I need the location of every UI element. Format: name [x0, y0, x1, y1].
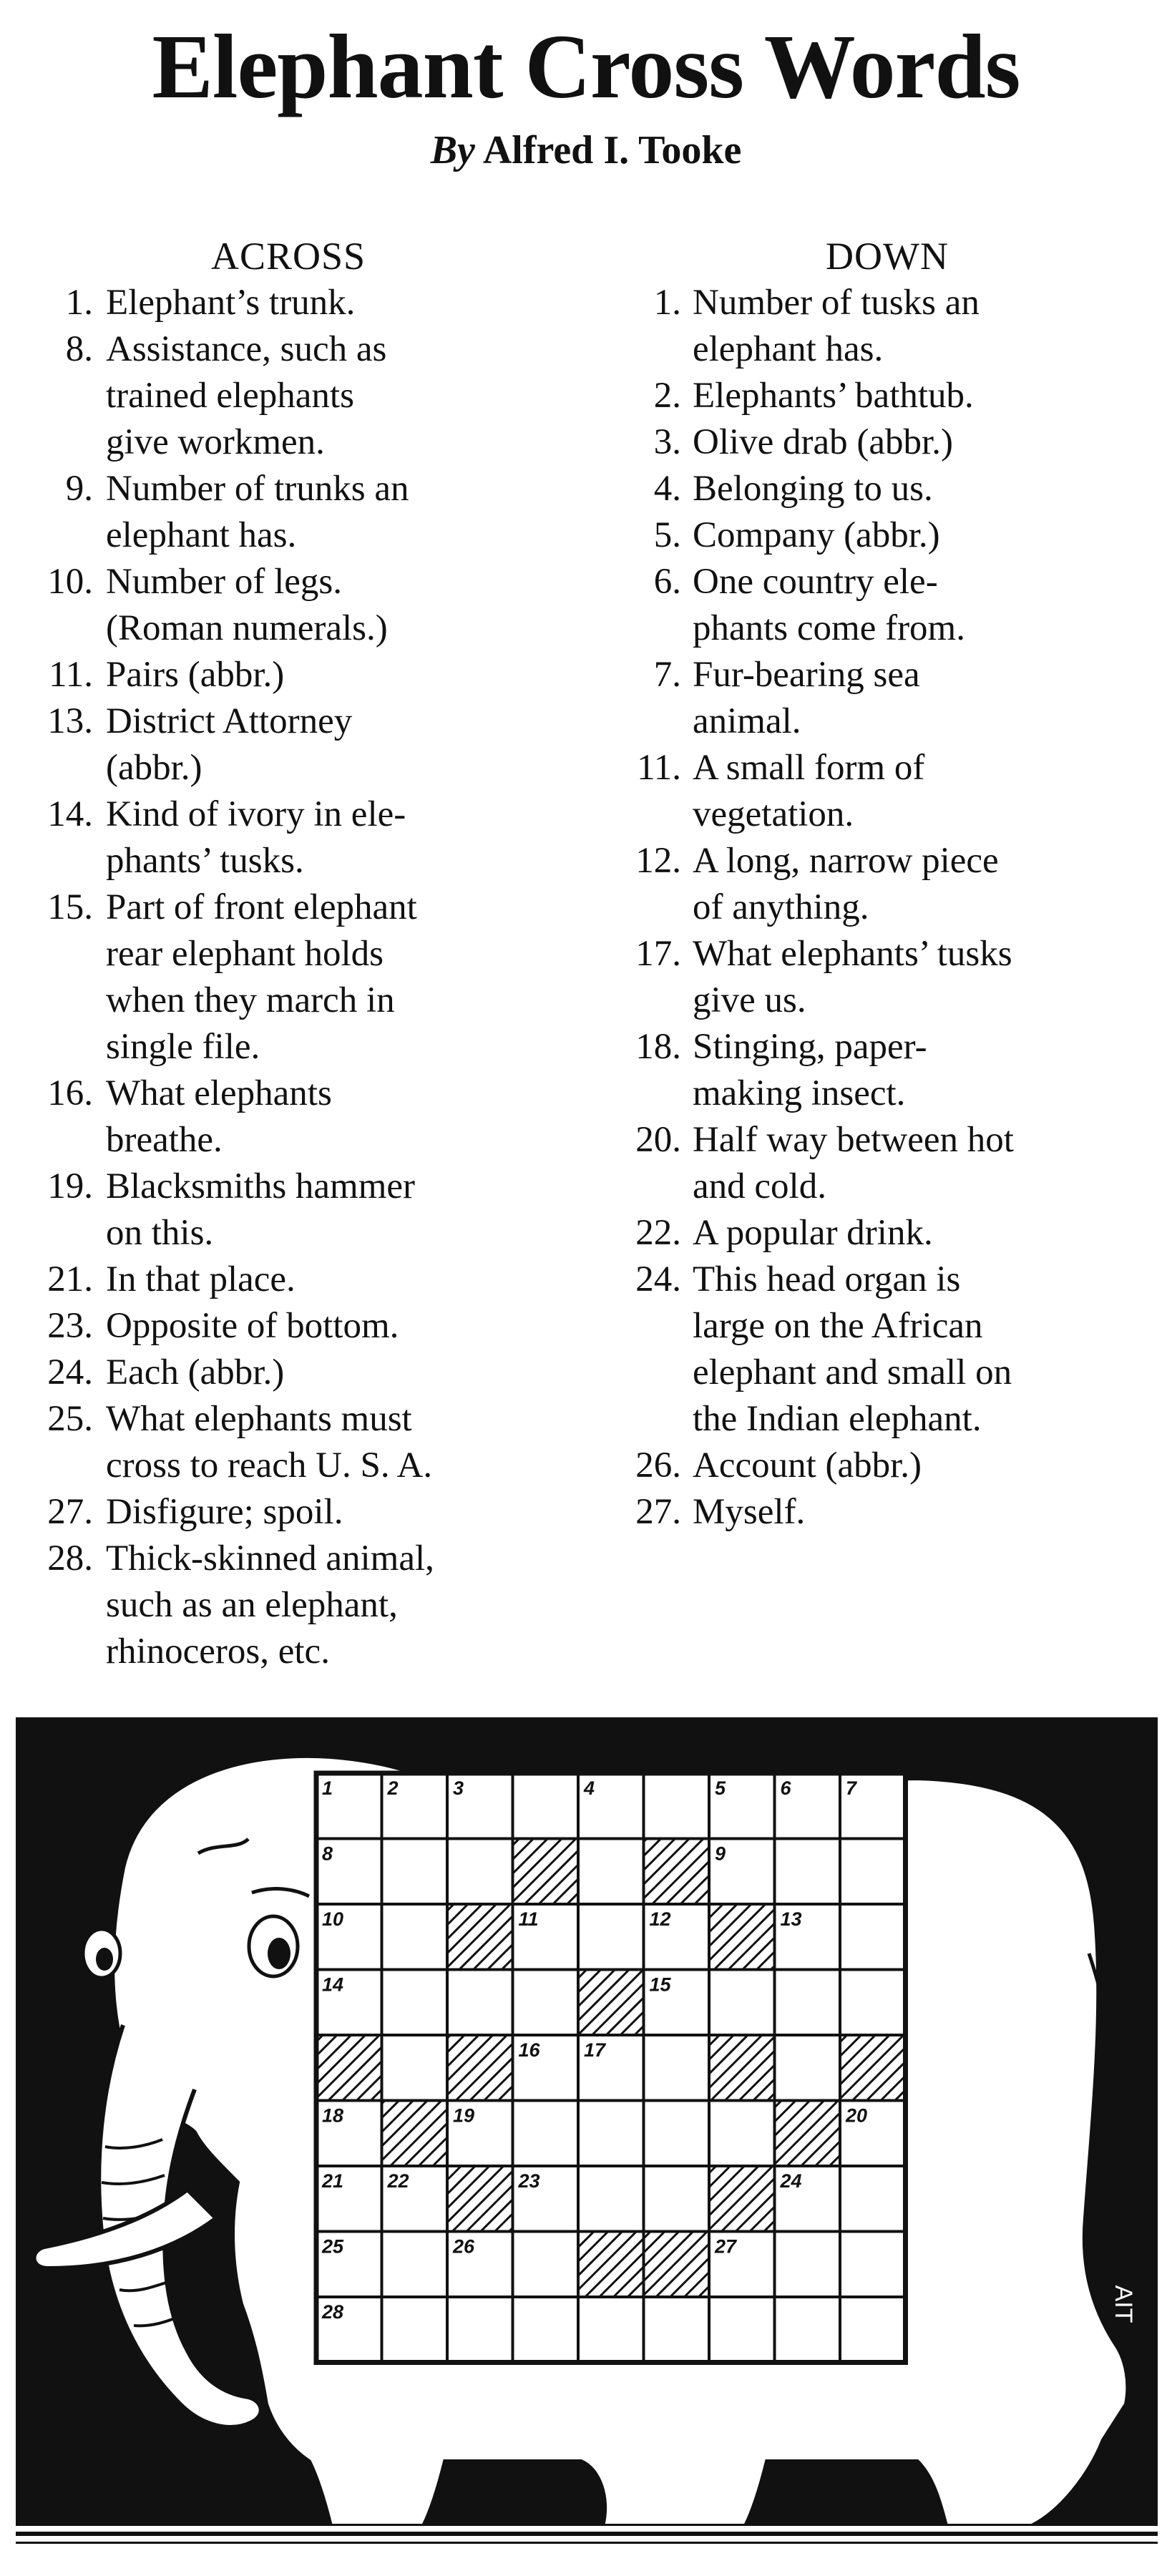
grid-number: 16 [518, 2039, 540, 2061]
across-clue [13, 884, 564, 1070]
down-clue [615, 1024, 1159, 1117]
across-clue [13, 1489, 564, 1536]
down-clue-text: and cold. [693, 1166, 826, 1206]
down-clue-text: the Indian elephant. [693, 1399, 982, 1439]
across-clue-text: phants’ tusks. [106, 841, 304, 881]
down-clue-number: 22. [635, 1213, 681, 1253]
across-clue-text: (abbr.) [106, 748, 202, 788]
grid-cell [709, 1970, 775, 2036]
across-clue-text: In that place. [106, 1259, 296, 1299]
across-clue-number: 9. [65, 469, 93, 509]
across-clue-text: Kind of ivory in ele- [106, 794, 406, 834]
elephant-pupil-right [268, 1938, 290, 1969]
down-heading: DOWN [826, 235, 949, 278]
down-clue [615, 512, 1159, 559]
across-clue-text: Part of front elephant [106, 887, 417, 927]
grid-cell [382, 2035, 448, 2101]
grid-cell-shaded [644, 2232, 710, 2298]
grid-cell-shaded [775, 2101, 841, 2167]
grid-number: 1 [322, 1777, 333, 1799]
across-clue-text: Opposite of bottom. [106, 1306, 399, 1346]
across-clue-number: 25. [47, 1399, 93, 1439]
down-clue [615, 1117, 1159, 1210]
down-clue-text: give us. [693, 980, 806, 1020]
grid-cell [840, 2232, 906, 2298]
down-clue-text: animal. [693, 701, 801, 741]
grid-cell [775, 2297, 841, 2363]
across-clue-number: 23. [47, 1306, 93, 1346]
down-clue [615, 373, 1159, 419]
grid-cell [513, 2101, 579, 2167]
grid-number: 22 [387, 2170, 409, 2192]
grid-cell-shaded [447, 2035, 513, 2101]
across-clue-number: 1. [65, 283, 93, 323]
across-clue [13, 559, 564, 652]
grid-cell-shaded [840, 2035, 906, 2101]
across-clue [13, 1163, 564, 1257]
across-clue-text: cross to reach U. S. A. [106, 1445, 433, 1485]
down-clue-number: 27. [635, 1492, 681, 1532]
across-clues [13, 233, 564, 1675]
grid-cell [578, 1839, 644, 1905]
down-clue-text: A small form of [693, 748, 925, 788]
down-clue-text: elephant has. [693, 329, 884, 369]
across-clue [13, 652, 564, 698]
grid-cell [513, 2297, 579, 2363]
grid-number: 7 [846, 1777, 857, 1799]
down-clue [615, 652, 1159, 745]
grid-number: 13 [780, 1908, 802, 1930]
across-clue [13, 1536, 564, 1675]
down-list [615, 280, 1159, 1536]
across-clue-text: Blacksmiths hammer [106, 1166, 416, 1206]
page-title: Elephant Cross Words [152, 16, 1020, 117]
bottom-rule [16, 2532, 1158, 2536]
down-clue-text: Belonging to us. [693, 469, 933, 509]
across-clue-number: 21. [47, 1259, 93, 1299]
down-clue-number: 11. [637, 748, 681, 788]
across-clue-text: rhinoceros, etc. [106, 1631, 330, 1672]
byline-author: Alfred I. Tooke [482, 128, 742, 172]
grid-number: 4 [584, 1777, 595, 1799]
grid-cell [840, 1970, 906, 2036]
across-clue-number: 10. [47, 562, 93, 602]
across-clue-number: 16. [47, 1073, 93, 1113]
across-clue-text: single file. [106, 1027, 260, 1067]
down-clue-number: 7. [653, 655, 681, 695]
across-clue-text: Number of legs. [106, 562, 343, 602]
grid-cell [578, 2297, 644, 2363]
down-clue [615, 1257, 1159, 1443]
down-clue-text: Number of tusks an [693, 283, 980, 323]
grid-cell [447, 2297, 513, 2363]
grid-cell-shaded [447, 2166, 513, 2232]
grid-cell [578, 2166, 644, 2232]
across-clue-text: Each (abbr.) [106, 1352, 285, 1392]
across-clue-number: 13. [47, 701, 93, 741]
grid-number: 19 [453, 2104, 475, 2127]
across-clue-text: Pairs (abbr.) [106, 655, 285, 695]
grid-number: 27 [715, 2235, 737, 2258]
across-heading: ACROSS [210, 235, 366, 278]
grid-cell-shaded [447, 1904, 513, 1970]
down-clue [615, 745, 1159, 838]
grid-cell [578, 2101, 644, 2167]
down-clue-text: Myself. [693, 1492, 806, 1532]
down-clue-text: Fur-bearing sea [693, 655, 920, 695]
grid-cell [578, 1904, 644, 1970]
grid-cell [709, 2101, 775, 2167]
grid-cell [775, 1839, 841, 1905]
grid-cell [513, 2232, 579, 2298]
across-clue [13, 1350, 564, 1396]
down-clue-text: making insect. [693, 1073, 906, 1113]
across-clue-text: trained elephants [106, 376, 354, 416]
across-clue [13, 466, 564, 559]
down-clue-text: A popular drink. [693, 1213, 933, 1253]
crossword-grid [316, 1773, 906, 2363]
across-clue-text: What elephants must [106, 1399, 412, 1439]
down-clue-text: Olive drab (abbr.) [693, 422, 953, 462]
grid-cell [840, 1904, 906, 1970]
grid-number: 17 [584, 2039, 606, 2061]
grid-number: 21 [322, 2170, 344, 2192]
grid-number: 15 [649, 1974, 671, 1996]
across-clue-number: 27. [47, 1492, 93, 1532]
across-clue-text: give workmen. [106, 422, 325, 462]
down-clue-text: What elephants’ tusks [693, 934, 1012, 974]
grid-cell-shaded [709, 2166, 775, 2232]
grid-number: 26 [453, 2235, 475, 2258]
down-clue-text: This head organ is [693, 1259, 961, 1299]
grid-cell [382, 1970, 448, 2036]
grid-cell [382, 2297, 448, 2363]
grid-cell-shaded [709, 2035, 775, 2101]
across-clue-text: (Roman numerals.) [106, 608, 388, 648]
grid-cell [840, 1839, 906, 1905]
down-clue-number: 3. [653, 422, 681, 462]
grid-cell-shaded [578, 1970, 644, 2036]
grid-cell [513, 1970, 579, 2036]
across-clue-text: breathe. [106, 1120, 223, 1160]
grid-cell-shaded [644, 1839, 710, 1905]
down-clue-number: 12. [635, 841, 681, 881]
across-clue-text: Number of trunks an [106, 469, 409, 509]
down-clue-number: 17. [635, 934, 681, 974]
grid-number: 8 [322, 1843, 333, 1865]
artist-signature: AIT [1110, 2285, 1137, 2323]
grid-cell-shaded [513, 1839, 579, 1905]
down-clue [615, 559, 1159, 652]
grid-cell [840, 2297, 906, 2363]
across-clue-number: 24. [47, 1352, 93, 1392]
down-clue-number: 18. [635, 1027, 681, 1067]
down-clue-text: elephant and small on [693, 1352, 1012, 1392]
grid-number: 14 [322, 1974, 344, 1996]
grid-cell [382, 1904, 448, 1970]
across-clue-number: 11. [49, 655, 93, 695]
grid-number: 5 [715, 1777, 726, 1799]
across-clue-text: Assistance, such as [106, 329, 387, 369]
across-clue [13, 1257, 564, 1303]
grid-number: 2 [387, 1777, 399, 1799]
down-clue-number: 1. [653, 283, 681, 323]
down-clue-text: A long, narrow piece [693, 841, 999, 881]
down-clue [615, 1489, 1159, 1536]
across-clue-number: 14. [47, 794, 93, 834]
byline-prefix: By [430, 128, 475, 172]
across-clue-text: elephant has. [106, 515, 297, 555]
down-clue-number: 20. [635, 1120, 681, 1160]
grid-number: 9 [715, 1843, 726, 1865]
grid-cell [775, 1970, 841, 2036]
grid-cell-shaded [316, 2035, 382, 2101]
across-list [13, 280, 564, 1675]
down-clue-text: Account (abbr.) [693, 1445, 922, 1485]
grid-cell [775, 2232, 841, 2298]
grid-cell [447, 1970, 513, 2036]
down-clue-number: 5. [653, 515, 681, 555]
down-clue-text: large on the African [693, 1306, 983, 1346]
across-clue-text: District Attorney [106, 701, 353, 741]
grid-cell [644, 2101, 710, 2167]
down-clue-text: vegetation. [693, 794, 854, 834]
down-clue-text: One country ele- [693, 562, 938, 602]
grid-number: 11 [518, 1908, 539, 1930]
across-clue-text: Elephant’s trunk. [106, 283, 356, 323]
grid-number: 28 [322, 2301, 344, 2323]
elephant-pupil-left [96, 1948, 113, 1971]
grid-cell [644, 1773, 710, 1839]
grid-number: 3 [453, 1777, 464, 1799]
grid-number: 25 [322, 2235, 344, 2258]
grid-number: 12 [649, 1908, 671, 1930]
grid-cell [644, 2166, 710, 2232]
across-clue [13, 1396, 564, 1489]
down-clue [615, 466, 1159, 512]
grid-cell [447, 1839, 513, 1905]
grid-cell [644, 2297, 710, 2363]
down-clue-text: Half way between hot [693, 1120, 1014, 1160]
grid-number: 10 [322, 1908, 344, 1930]
across-clue [13, 280, 564, 326]
across-clue [13, 1070, 564, 1163]
grid-cell [382, 1839, 448, 1905]
grid-number: 6 [780, 1777, 791, 1799]
grid-number: 24 [780, 2170, 802, 2192]
across-clue-text: Thick-skinned animal, [106, 1538, 434, 1579]
across-clue-text: What elephants [106, 1073, 332, 1113]
grid-cell [775, 2035, 841, 2101]
down-clue-text: Elephants’ bathtub. [693, 376, 974, 416]
across-clue-text: such as an elephant, [106, 1585, 398, 1625]
across-clue [13, 326, 564, 466]
down-clues [615, 233, 1159, 1536]
byline [0, 122, 1172, 179]
grid-cell [840, 2166, 906, 2232]
grid-number: 23 [518, 2170, 540, 2192]
down-clue-text: Stinging, paper- [693, 1027, 927, 1067]
across-clue-text: rear elephant holds [106, 934, 384, 974]
across-clue-text: on this. [106, 1213, 214, 1253]
down-clue-number: 2. [653, 376, 681, 416]
down-clue-text: of anything. [693, 887, 869, 927]
down-clue-text: phants come from. [693, 608, 965, 648]
down-clue [615, 931, 1159, 1024]
down-clue-number: 6. [653, 562, 681, 602]
elephant-illustration [16, 1717, 1158, 2526]
grid-cell [382, 2232, 448, 2298]
down-clue-text: Company (abbr.) [693, 515, 940, 555]
grid-cell [513, 1773, 579, 1839]
across-clue [13, 698, 564, 791]
down-clue [615, 419, 1159, 466]
across-clue-number: 8. [65, 329, 93, 369]
down-clue-number: 26. [635, 1445, 681, 1485]
down-clue [615, 838, 1159, 931]
grid-number: 20 [846, 2104, 868, 2127]
grid-cell-shaded [382, 2101, 448, 2167]
across-clue-number: 19. [47, 1166, 93, 1206]
grid-cell-shaded [709, 1904, 775, 1970]
grid-cell-shaded [578, 2232, 644, 2298]
down-clue-number: 24. [635, 1259, 681, 1299]
across-clue-text: when they march in [106, 980, 395, 1020]
across-clue-number: 28. [47, 1538, 93, 1579]
down-clue [615, 1443, 1159, 1489]
across-clue [13, 1303, 564, 1350]
down-clue [615, 280, 1159, 373]
grid-cell [709, 2297, 775, 2363]
grid-cell [644, 2035, 710, 2101]
across-clue-text: Disfigure; spoil. [106, 1492, 343, 1532]
down-clue [615, 1210, 1159, 1257]
bottom-rule-thin [16, 2542, 1158, 2544]
grid-number: 18 [322, 2104, 344, 2127]
down-clue-number: 4. [653, 469, 681, 509]
across-clue [13, 791, 564, 884]
across-clue-number: 15. [47, 887, 93, 927]
